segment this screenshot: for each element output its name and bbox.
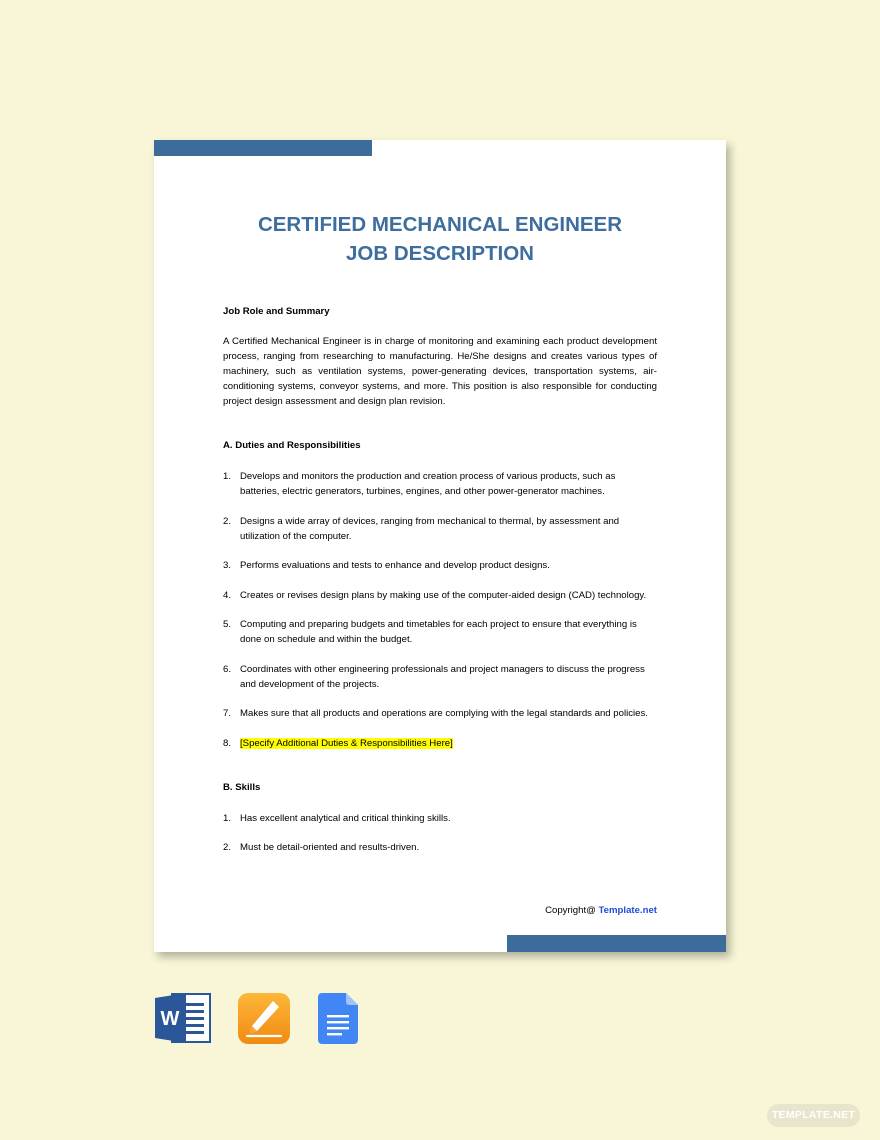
item-text: Makes sure that all products and operations are complying with the legal standards and policies.	[240, 708, 648, 719]
summary-heading: Job Role and Summary	[223, 306, 330, 317]
item-number: 1.	[223, 812, 232, 824]
item-text: Has excellent analytical and critical thinking skills.	[240, 812, 451, 824]
summary-text: A Certified Mechanical Engineer is in charge of monitoring and examining each product development process, ranging from researching to manufacturing. He/She designs and creates various types of machinery, such as ventilation systems, power-generating devices, transportation systems, air-conditioning systems, conveyor systems, and more. This position is also responsible for conducting project design assessment and design plan revision.	[223, 336, 657, 407]
item-text: Coordinates with other engineering professionals and project managers to discuss the progress and development of the projects.	[240, 663, 645, 690]
bottom-accent-bar	[507, 935, 726, 952]
highlighted-placeholder: [Specify Additional Duties & Responsibilities Here]	[240, 737, 453, 749]
document-body	[223, 304, 657, 870]
item-number: 3.	[223, 560, 232, 571]
document-title	[154, 210, 726, 268]
list-item	[223, 588, 657, 603]
title-line-1: CERTIFIED MECHANICAL ENGINEER	[257, 213, 623, 236]
copyright-note	[545, 903, 657, 918]
item-number: 8.	[223, 737, 232, 749]
word-letter: W	[160, 1008, 180, 1030]
item-number: 6.	[223, 663, 232, 675]
item-text: Creates or revises design plans by making use of the computer-aided design (CAD) technology.	[240, 589, 647, 601]
item-text: Designs a wide array of devices, ranging from mechanical to thermal, by assessment and utilization of the computer.	[240, 515, 620, 542]
list-item	[223, 617, 657, 647]
item-number: 2.	[223, 842, 232, 853]
item-text: Performs evaluations and tests to enhance and develop product designs.	[240, 560, 550, 571]
duties-heading: A. Duties and Responsibilities	[223, 440, 361, 451]
skills-list	[223, 811, 657, 856]
microsoft-word-icon[interactable]	[155, 993, 211, 1043]
item-number: 7.	[223, 708, 232, 719]
list-item	[223, 736, 657, 751]
item-number: 5.	[223, 619, 232, 630]
list-item	[223, 706, 657, 721]
duties-list	[223, 469, 657, 751]
item-text: Computing and preparing budgets and timetables for each project to ensure that everything is done on schedule and within the budget.	[240, 619, 637, 645]
list-item	[223, 514, 657, 544]
apple-pages-icon[interactable]	[238, 993, 290, 1044]
copyright-prefix: Copyright@	[545, 905, 599, 916]
skills-heading: B. Skills	[223, 781, 261, 793]
google-docs-icon[interactable]	[318, 993, 358, 1044]
top-accent-bar	[154, 140, 372, 156]
list-item	[223, 840, 657, 855]
list-item	[223, 558, 657, 573]
title-line-2: JOB DESCRIPTION	[346, 242, 534, 265]
list-item	[223, 662, 657, 692]
list-item	[223, 469, 657, 499]
item-text: Must be detail-oriented and results-driven.	[240, 842, 420, 853]
item-number: 1.	[223, 471, 232, 482]
watermark-badge: TEMPLATE.NET	[767, 1104, 860, 1127]
list-item	[223, 811, 657, 826]
copyright-link[interactable]: Template.net	[598, 905, 657, 916]
item-number: 2.	[223, 515, 232, 527]
item-text: Develops and monitors the production and creation process of various products, such as batteries, electric generators, turbines, engines, and other power-generator machines.	[240, 471, 616, 497]
item-number: 4.	[223, 589, 232, 601]
document-page	[154, 140, 726, 952]
